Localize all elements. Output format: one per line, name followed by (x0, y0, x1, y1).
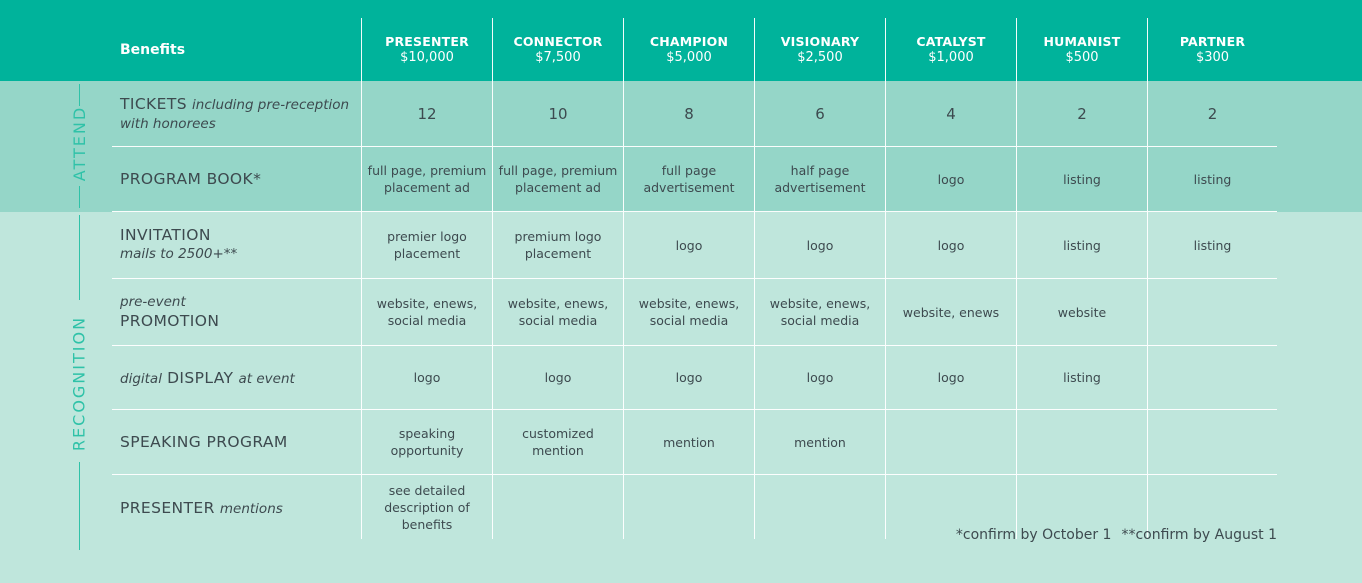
table-cell (754, 475, 885, 539)
table-cell: customized mention (492, 410, 623, 474)
table-cell: logo (492, 346, 623, 409)
level-header (754, 18, 885, 81)
table-cell: logo (754, 346, 885, 409)
table-cell: website (1016, 279, 1147, 345)
row-label (112, 212, 361, 278)
table-cell: premier logo placement (361, 212, 492, 278)
table-row (112, 81, 1277, 147)
benefit-suffix: at event (238, 371, 295, 387)
table-cell (623, 475, 754, 539)
table-cell: website, enews, social media (492, 279, 623, 345)
table-cell: mention (623, 410, 754, 474)
level-header (885, 18, 1016, 81)
table-row (112, 279, 1277, 346)
level-name: VISIONARY (780, 34, 860, 49)
table-cell (1147, 346, 1277, 409)
benefit-subtitle: with honorees (120, 115, 216, 132)
table-header (112, 18, 1277, 81)
table-cell: full page, premium placement ad (492, 147, 623, 211)
recognition-section-label: RECOGNITION (69, 315, 89, 452)
benefit-name: PRESENTER (120, 498, 215, 517)
table-cell: logo (623, 346, 754, 409)
level-price: $2,500 (797, 50, 843, 65)
footnote-august: **confirm by August 1 (1121, 527, 1277, 543)
benefit-name: PROGRAM BOOK* (120, 170, 262, 188)
benefit-prefix: pre-event (120, 294, 186, 310)
benefit-subtitle: mails to 2500+** (120, 246, 238, 262)
table-row (112, 346, 1277, 410)
table-cell: listing (1147, 212, 1277, 278)
table-cell: logo (361, 346, 492, 409)
level-name: PARTNER (1179, 34, 1246, 49)
benefits-table (112, 18, 1277, 539)
table-cell: 10 (492, 81, 623, 146)
level-header (623, 18, 754, 81)
row-label (112, 147, 361, 211)
row-label (112, 346, 361, 409)
table-cell: full page advertisement (623, 147, 754, 211)
level-name: PRESENTER (385, 34, 469, 49)
table-cell: 6 (754, 81, 885, 146)
footnote-october: *confirm by October 1 (955, 527, 1112, 543)
table-cell: 2 (1147, 81, 1277, 146)
level-header (492, 18, 623, 81)
table-cell: 8 (623, 81, 754, 146)
table-cell: mention (754, 410, 885, 474)
table-cell: logo (885, 212, 1016, 278)
row-label (112, 475, 361, 539)
table-cell: website, enews, social media (754, 279, 885, 345)
table-cell: see detailed description of benefits (361, 475, 492, 539)
table-cell: full page, premium placement ad (361, 147, 492, 211)
table-cell: premium logo placement (492, 212, 623, 278)
recognition-line-bottom (79, 462, 80, 550)
level-header (1147, 18, 1277, 81)
table-cell: logo (885, 346, 1016, 409)
table-cell: 4 (885, 81, 1016, 146)
level-price: $7,500 (535, 50, 581, 65)
table-cell: 2 (1016, 81, 1147, 146)
level-price: $300 (1195, 50, 1230, 65)
table-cell: website, enews, social media (623, 279, 754, 345)
benefit-name: INVITATION (120, 226, 211, 244)
table-cell (1016, 410, 1147, 474)
level-header (1016, 18, 1147, 81)
table-row (112, 212, 1277, 279)
table-cell (1147, 410, 1277, 474)
row-label (112, 81, 361, 146)
benefit-suffix: including pre-reception (192, 96, 350, 113)
attend-line-bottom (79, 186, 80, 208)
level-name: CONNECTOR (513, 34, 603, 49)
level-name: CHAMPION (649, 34, 729, 49)
benefit-name: DISPLAY (167, 369, 234, 387)
recognition-line-top (79, 215, 80, 300)
table-cell (492, 475, 623, 539)
table-cell: website, enews, social media (361, 279, 492, 345)
benefit-prefix: digital (120, 371, 162, 387)
level-price: $1,000 (928, 50, 974, 65)
benefit-suffix: mentions (219, 500, 283, 517)
level-price: $10,000 (400, 50, 454, 65)
level-header (361, 18, 492, 81)
row-label (112, 410, 361, 474)
table-cell: speaking opportunity (361, 410, 492, 474)
table-cell: listing (1147, 147, 1277, 211)
table-cell: website, enews (885, 279, 1016, 345)
benefits-header: Benefits (120, 41, 186, 58)
table-cell: logo (754, 212, 885, 278)
attend-section-label: ATTEND (70, 105, 89, 182)
level-name: HUMANIST (1043, 34, 1121, 49)
table-cell: half page advertisement (754, 147, 885, 211)
table-row (112, 410, 1277, 475)
table-cell: 12 (361, 81, 492, 146)
table-cell: listing (1016, 212, 1147, 278)
table-cell: logo (623, 212, 754, 278)
level-name: CATALYST (916, 34, 986, 49)
benefit-name: SPEAKING PROGRAM (120, 433, 288, 451)
row-label (112, 279, 361, 345)
table-cell (885, 410, 1016, 474)
level-price: $5,000 (666, 50, 712, 65)
table-cell: logo (885, 147, 1016, 211)
table-cell (1147, 279, 1277, 345)
benefit-name: TICKETS (120, 94, 187, 113)
table-cell: listing (1016, 346, 1147, 409)
benefit-name: PROMOTION (120, 312, 220, 330)
table-row (112, 147, 1277, 212)
table-cell: listing (1016, 147, 1147, 211)
level-price: $500 (1065, 50, 1099, 65)
footnotes (946, 527, 1277, 543)
